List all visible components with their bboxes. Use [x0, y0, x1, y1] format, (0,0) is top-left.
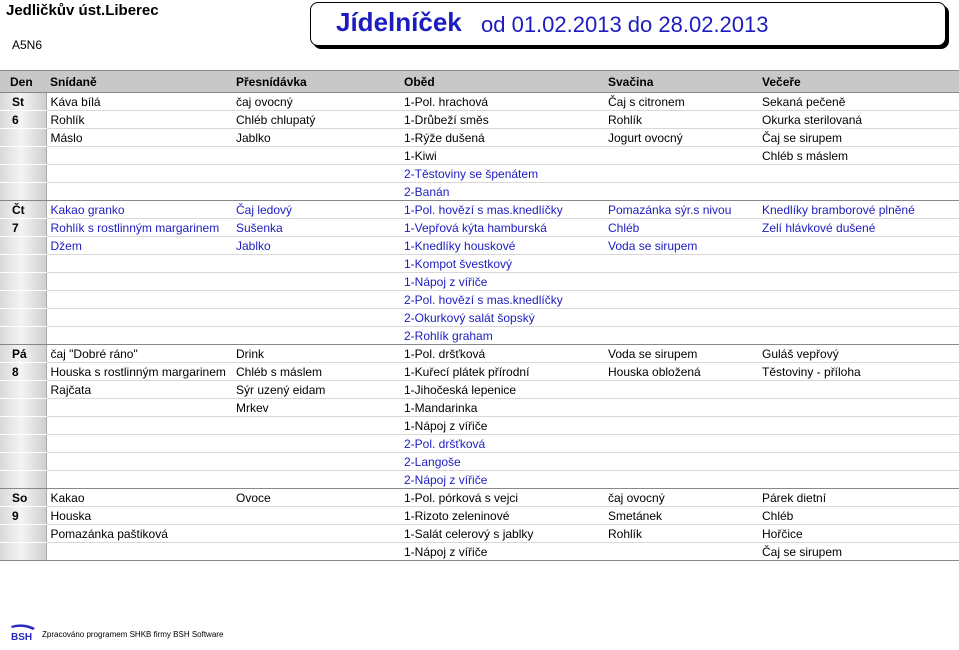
menu-cell	[758, 165, 959, 183]
menu-cell: 1-Drůbeží směs	[400, 111, 604, 129]
menu-cell: 1-Nápoj z vířiče	[400, 273, 604, 291]
menu-cell: čaj ovocný	[232, 93, 400, 111]
day-number: 9	[0, 507, 46, 525]
menu-cell: Sekaná pečeně	[758, 93, 959, 111]
menu-cell	[232, 327, 400, 345]
menu-cell: čaj "Dobré ráno"	[46, 345, 232, 363]
menu-cell: Mrkev	[232, 399, 400, 417]
table-row	[0, 453, 959, 471]
menu-cell	[604, 543, 758, 561]
menu-cell: 1-Pol. hrachová	[400, 93, 604, 111]
column-header: Snídaně	[46, 71, 232, 93]
table-row	[0, 237, 959, 255]
menu-cell	[758, 471, 959, 489]
day-cell	[0, 147, 46, 165]
menu-cell: 2-Pol. hovězí s mas.knedlíčky	[400, 291, 604, 309]
menu-cell: Okurka sterilovaná	[758, 111, 959, 129]
table-row	[0, 183, 959, 201]
menu-cell	[604, 453, 758, 471]
day-cell	[0, 435, 46, 453]
menu-table	[0, 70, 959, 561]
menu-cell	[46, 255, 232, 273]
menu-cell	[232, 147, 400, 165]
menu-cell	[604, 327, 758, 345]
menu-cell	[758, 417, 959, 435]
menu-cell	[232, 309, 400, 327]
menu-cell: Houska s rostlinným margarinem	[46, 363, 232, 381]
footer-text: Zpracováno programem SHKB firmy BSH Software	[42, 629, 224, 639]
menu-cell	[758, 273, 959, 291]
menu-cell: Voda se sirupem	[604, 237, 758, 255]
menu-cell	[232, 543, 400, 561]
menu-cell	[758, 435, 959, 453]
menu-cell	[604, 291, 758, 309]
menu-cell: 1-Salát celerový s jablky	[400, 525, 604, 543]
menu-cell: 1-Kiwi	[400, 147, 604, 165]
column-header: Večeře	[758, 71, 959, 93]
day-cell	[0, 165, 46, 183]
menu-cell	[46, 273, 232, 291]
menu-cell: 2-Pol. dršťková	[400, 435, 604, 453]
day-cell	[0, 309, 46, 327]
menu-cell: Smetánek	[604, 507, 758, 525]
column-header: Přesnídávka	[232, 71, 400, 93]
table-row	[0, 507, 959, 525]
menu-cell	[232, 435, 400, 453]
menu-code: A5N6	[12, 38, 43, 52]
menu-cell	[604, 309, 758, 327]
menu-cell	[46, 327, 232, 345]
logo-text: BSH	[11, 632, 33, 643]
menu-cell	[758, 237, 959, 255]
table-row	[0, 381, 959, 399]
table-row	[0, 363, 959, 381]
day-cell	[0, 255, 46, 273]
menu-cell: 1-Kompot švestkový	[400, 255, 604, 273]
menu-cell: Pomazánka sýr.s nivou	[604, 201, 758, 219]
column-header: Den	[0, 71, 46, 93]
day-cell	[0, 453, 46, 471]
menu-cell: Chléb	[604, 219, 758, 237]
menu-cell	[604, 183, 758, 201]
menu-cell	[46, 399, 232, 417]
table-row	[0, 327, 959, 345]
organization-name: Jedličkův úst.Liberec	[6, 2, 159, 19]
menu-cell: Chléb s máslem	[232, 363, 400, 381]
table-row	[0, 255, 959, 273]
bsh-logo	[10, 624, 36, 644]
day-name: Čt	[0, 201, 46, 219]
menu-cell: Čaj se sirupem	[758, 129, 959, 147]
menu-cell: 2-Okurkový salát šopský	[400, 309, 604, 327]
menu-cell	[758, 399, 959, 417]
menu-cell	[46, 453, 232, 471]
menu-cell: 2-Nápoj z vířiče	[400, 471, 604, 489]
table-row	[0, 309, 959, 327]
table-row	[0, 399, 959, 417]
table-row	[0, 471, 959, 489]
day-name: So	[0, 489, 46, 507]
menu-cell	[232, 291, 400, 309]
menu-cell: Zelí hlávkové dušené	[758, 219, 959, 237]
menu-cell	[604, 471, 758, 489]
day-cell	[0, 129, 46, 147]
day-name: St	[0, 93, 46, 111]
day-cell	[0, 237, 46, 255]
day-cell	[0, 381, 46, 399]
menu-cell: 1-Nápoj z vířiče	[400, 417, 604, 435]
table-row	[0, 93, 959, 111]
menu-cell	[758, 381, 959, 399]
column-header: Svačina	[604, 71, 758, 93]
menu-cell: 2-Rohlík graham	[400, 327, 604, 345]
footer	[10, 624, 223, 644]
table-row	[0, 219, 959, 237]
menu-cell: Sušenka	[232, 219, 400, 237]
table-row	[0, 165, 959, 183]
page-title: Jídelníček	[336, 7, 462, 37]
table-row	[0, 201, 959, 219]
menu-cell: Guláš vepřový	[758, 345, 959, 363]
column-header: Oběd	[400, 71, 604, 93]
menu-cell: 1-Jihočeská lepenice	[400, 381, 604, 399]
menu-cell: 1-Kuřecí plátek přírodní	[400, 363, 604, 381]
menu-cell: Kakao	[46, 489, 232, 507]
menu-cell: Sýr uzený eidam	[232, 381, 400, 399]
table-row	[0, 345, 959, 363]
menu-cell	[46, 183, 232, 201]
menu-cell	[604, 273, 758, 291]
menu-cell	[604, 435, 758, 453]
menu-cell	[758, 291, 959, 309]
day-number: 8	[0, 363, 46, 381]
menu-cell	[232, 471, 400, 489]
menu-cell	[232, 273, 400, 291]
day-cell	[0, 399, 46, 417]
day-cell	[0, 471, 46, 489]
menu-cell	[46, 309, 232, 327]
menu-cell	[604, 399, 758, 417]
menu-cell: Pomazánka paštiková	[46, 525, 232, 543]
menu-cell: Párek dietní	[758, 489, 959, 507]
menu-cell: Rajčata	[46, 381, 232, 399]
menu-cell	[46, 291, 232, 309]
table-row	[0, 543, 959, 561]
table-row	[0, 111, 959, 129]
day-cell	[0, 327, 46, 345]
menu-cell	[46, 435, 232, 453]
menu-cell	[46, 147, 232, 165]
menu-cell: Rohlík s rostlinným margarinem	[46, 219, 232, 237]
menu-cell: Chléb chlupatý	[232, 111, 400, 129]
menu-cell	[604, 147, 758, 165]
menu-cell: 1-Knedlíky houskové	[400, 237, 604, 255]
menu-cell: Rohlík	[604, 111, 758, 129]
menu-cell: Džem	[46, 237, 232, 255]
day-cell	[0, 525, 46, 543]
menu-cell: Voda se sirupem	[604, 345, 758, 363]
menu-cell: 1-Pol. hovězí s mas.knedlíčky	[400, 201, 604, 219]
menu-cell: Čaj se sirupem	[758, 543, 959, 561]
date-range: od 01.02.2013 do 28.02.2013	[481, 12, 769, 37]
menu-cell	[232, 525, 400, 543]
menu-cell	[604, 255, 758, 273]
menu-cell: Houska	[46, 507, 232, 525]
day-cell	[0, 543, 46, 561]
table-row	[0, 291, 959, 309]
day-cell	[0, 417, 46, 435]
menu-cell	[604, 381, 758, 399]
day-number: 6	[0, 111, 46, 129]
menu-cell: 1-Mandarinka	[400, 399, 604, 417]
menu-cell	[758, 327, 959, 345]
menu-cell: Ovoce	[232, 489, 400, 507]
menu-cell: 1-Rizoto zeleninové	[400, 507, 604, 525]
day-name: Pá	[0, 345, 46, 363]
menu-cell	[758, 309, 959, 327]
menu-cell: 1-Pol. dršťková	[400, 345, 604, 363]
menu-cell: Jogurt ovocný	[604, 129, 758, 147]
day-cell	[0, 291, 46, 309]
menu-cell: Hořčice	[758, 525, 959, 543]
menu-cell: Máslo	[46, 129, 232, 147]
menu-cell	[232, 183, 400, 201]
menu-cell: Káva bílá	[46, 93, 232, 111]
menu-cell: 2-Banán	[400, 183, 604, 201]
menu-cell	[46, 471, 232, 489]
menu-cell: 2-Langoše	[400, 453, 604, 471]
menu-cell: Rohlík	[46, 111, 232, 129]
menu-cell: Jablko	[232, 129, 400, 147]
menu-cell: Rohlík	[604, 525, 758, 543]
menu-cell	[232, 453, 400, 471]
menu-cell: 1-Rýže dušená	[400, 129, 604, 147]
menu-cell	[46, 417, 232, 435]
menu-cell	[758, 255, 959, 273]
menu-cell	[46, 165, 232, 183]
menu-cell: Chléb	[758, 507, 959, 525]
table-header-row	[0, 71, 959, 93]
menu-cell: Knedlíky bramborové plněné	[758, 201, 959, 219]
menu-cell	[758, 183, 959, 201]
table-row	[0, 147, 959, 165]
day-cell	[0, 183, 46, 201]
menu-cell: Čaj ledový	[232, 201, 400, 219]
day-cell	[0, 273, 46, 291]
menu-cell: 1-Pol. pórková s vejci	[400, 489, 604, 507]
menu-cell: čaj ovocný	[604, 489, 758, 507]
menu-cell: Kakao granko	[46, 201, 232, 219]
menu-cell: Čaj s citronem	[604, 93, 758, 111]
menu-cell: 1-Nápoj z vířiče	[400, 543, 604, 561]
menu-cell: 1-Vepřová kýta hamburská	[400, 219, 604, 237]
menu-cell	[232, 507, 400, 525]
table-row	[0, 489, 959, 507]
menu-cell	[604, 165, 758, 183]
menu-cell: Houska obložená	[604, 363, 758, 381]
table-row	[0, 129, 959, 147]
menu-cell: 2-Těstoviny se špenátem	[400, 165, 604, 183]
table-row	[0, 435, 959, 453]
title-box	[310, 2, 946, 46]
table-row	[0, 525, 959, 543]
menu-cell: Jablko	[232, 237, 400, 255]
table-row	[0, 417, 959, 435]
day-number: 7	[0, 219, 46, 237]
menu-cell	[46, 543, 232, 561]
menu-cell: Chléb s máslem	[758, 147, 959, 165]
menu-cell	[232, 417, 400, 435]
menu-cell	[232, 255, 400, 273]
menu-cell: Drink	[232, 345, 400, 363]
menu-cell	[604, 417, 758, 435]
menu-cell	[232, 165, 400, 183]
table-row	[0, 273, 959, 291]
menu-cell: Těstoviny - příloha	[758, 363, 959, 381]
menu-cell	[758, 453, 959, 471]
